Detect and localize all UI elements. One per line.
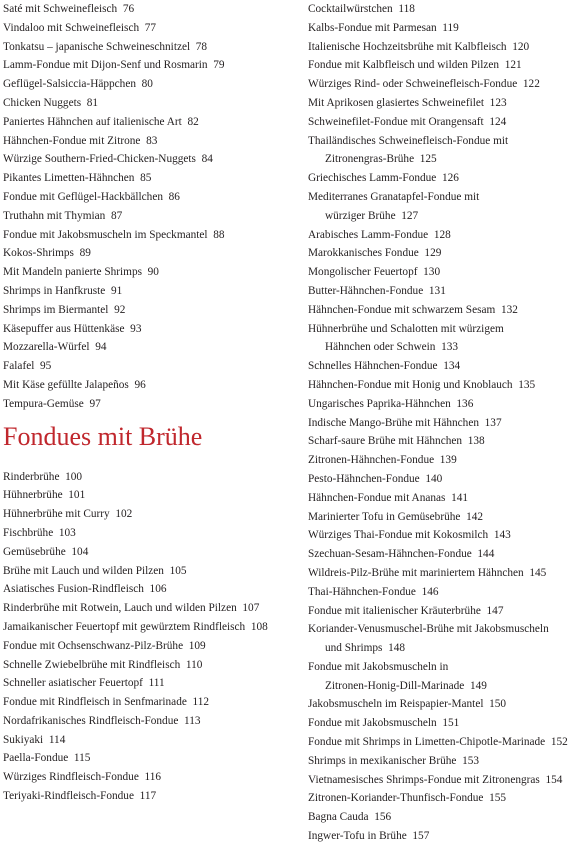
- toc-entry: [308, 357, 566, 376]
- toc-entry-page: 125: [419, 153, 437, 166]
- toc-entry: [308, 545, 566, 564]
- toc-entry-page: 82: [187, 115, 199, 128]
- toc-entry: [3, 580, 303, 599]
- toc-entry: [3, 656, 303, 675]
- toc-entry: [308, 19, 566, 38]
- toc-entry-page: 117: [139, 790, 157, 803]
- toc-entry: [3, 75, 303, 94]
- toc-entry-title: Hühnerbrühe mit Curry: [3, 508, 110, 521]
- toc-entry-page: 131: [428, 284, 446, 297]
- toc-entry-page: 153: [462, 754, 480, 767]
- toc-entry-page: 109: [188, 639, 206, 652]
- toc-entry-page: 150: [489, 698, 507, 711]
- toc-entry: [3, 38, 303, 57]
- toc-entry-title: Chicken Nuggets: [3, 96, 82, 109]
- toc-entry-title: Indische Mango-Brühe mit Hähnchen: [308, 416, 479, 429]
- toc-entry-page: 88: [213, 228, 225, 241]
- toc-entry-title: Geflügel-Salsiccia-Häppchen: [3, 78, 136, 91]
- toc-entry-title: Hühnerbrühe: [3, 489, 63, 502]
- toc-entry-page: 93: [130, 322, 142, 335]
- toc-entry-title: Lamm-Fondue mit Dijon-Senf und Rosmarin: [3, 59, 208, 72]
- toc-entry-page: 132: [500, 303, 518, 316]
- toc-list-left-top: [3, 0, 303, 414]
- toc-entry-title: Tonkatsu – japanische Schweineschnitzel: [3, 40, 191, 53]
- toc-entry: [308, 677, 566, 696]
- toc-entry: [308, 169, 566, 188]
- toc-entry-page: 108: [250, 620, 268, 633]
- toc-entry-title: Hähnchen-Fondue mit Ananas: [308, 491, 446, 504]
- toc-entry: [3, 468, 303, 487]
- toc-entry-title: Brühe mit Lauch und wilden Pilzen: [3, 564, 164, 577]
- toc-entry-page: 112: [192, 696, 210, 709]
- toc-entry: [3, 749, 303, 768]
- toc-entry-page: 130: [423, 266, 441, 279]
- toc-entry-title: Thai-Hähnchen-Fondue: [308, 585, 416, 598]
- toc-entry: [3, 562, 303, 581]
- toc-entry-page: 143: [493, 529, 511, 542]
- toc-entry: [3, 357, 303, 376]
- toc-entry-title: Mediterranes Granatapfel-Fondue mit: [308, 190, 480, 203]
- toc-entry: [308, 395, 566, 414]
- toc-entry-page: 85: [140, 172, 152, 185]
- toc-entry-page: 106: [149, 583, 167, 596]
- toc-entry: [308, 132, 566, 151]
- toc-entry-page: 129: [424, 247, 442, 260]
- toc-entry-title: Fischbrühe: [3, 526, 54, 539]
- toc-entry-page: 141: [451, 491, 469, 504]
- toc-entry: [308, 752, 566, 771]
- toc-entry-page: 144: [477, 548, 495, 561]
- toc-entry-title: Fondue mit Rindfleisch in Senfmarinade: [3, 696, 187, 709]
- toc-entry-title: Würziges Rind- oder Schweinefleisch-Fondue: [308, 78, 518, 91]
- toc-entry-page: 92: [114, 303, 126, 316]
- toc-entry: [3, 226, 303, 245]
- toc-entry-page: 137: [484, 416, 502, 429]
- toc-entry-page: 119: [442, 21, 459, 34]
- toc-entry: [3, 768, 303, 787]
- toc-entry: [308, 526, 566, 545]
- toc-entry-title: Schnelle Zwiebelbrühe mit Rindfleisch: [3, 658, 181, 671]
- toc-entry: [308, 789, 566, 808]
- toc-entry-page: 133: [441, 341, 459, 354]
- toc-entry: [308, 376, 566, 395]
- toc-entry: [308, 188, 566, 207]
- toc-entry-title: würziger Brühe: [325, 209, 396, 222]
- toc-entry-title: Pikantes Limetten-Hähnchen: [3, 172, 135, 185]
- toc-entry-page: 96: [134, 378, 146, 391]
- toc-entry-page: 101: [68, 489, 86, 502]
- toc-entry-title: Marinierter Tofu in Gemüsebrühe: [308, 510, 461, 523]
- toc-entry: [308, 733, 566, 752]
- toc-entry: [308, 282, 566, 301]
- toc-entry-page: 116: [144, 771, 162, 784]
- toc-entry-title: Vietnamesisches Shrimps-Fondue mit Zitronengras: [308, 773, 540, 786]
- toc-entry-page: 134: [443, 360, 461, 373]
- toc-entry-title: Hühnerbrühe und Schalotten mit würzigem: [308, 322, 504, 335]
- toc-entry-page: 145: [529, 566, 547, 579]
- toc-entry-page: 80: [141, 78, 153, 91]
- toc-entry-title: Wildreis-Pilz-Brühe mit mariniertem Hähnchen: [308, 566, 524, 579]
- toc-entry-page: 76: [122, 3, 135, 15]
- toc-entry-page: 154: [545, 773, 563, 786]
- toc-entry: [3, 637, 303, 656]
- toc-entry-title: Shrimps im Biermantel: [3, 303, 109, 316]
- toc-entry-page: 126: [441, 172, 459, 185]
- toc-entry: [3, 787, 303, 806]
- toc-entry: [3, 94, 303, 113]
- toc-entry-title: Asiatisches Fusion-Rindfleisch: [3, 583, 144, 596]
- toc-entry-page: 156: [374, 811, 392, 824]
- toc-entry-title: Fondue mit Jakobsmuscheln im Speckmantel: [3, 228, 208, 241]
- toc-entry: [3, 244, 303, 263]
- toc-entry-page: 152: [550, 736, 568, 749]
- toc-entry: [3, 618, 303, 637]
- toc-entry-title: Ingwer-Tofu in Brühe: [308, 830, 407, 843]
- toc-entry-page: 115: [73, 752, 91, 765]
- toc-entry-title: Käsepuffer aus Hüttenkäse: [3, 322, 125, 335]
- toc-entry-page: 151: [442, 717, 460, 730]
- toc-entry: [308, 620, 566, 639]
- toc-entry-title: Rinderbrühe mit Rotwein, Lauch und wilden Pilzen: [3, 602, 237, 615]
- toc-entry: [308, 451, 566, 470]
- toc-entry: [308, 602, 566, 621]
- toc-entry-title: Paniertes Hähnchen auf italienische Art: [3, 115, 182, 128]
- toc-entry-title: Mit Aprikosen glasiertes Schweinefilet: [308, 96, 485, 109]
- toc-entry-title: Mit Mandeln panierte Shrimps: [3, 266, 142, 279]
- toc-entry-title: Jakobsmuscheln im Reispapier-Mantel: [308, 698, 484, 711]
- toc-entry: [3, 207, 303, 226]
- toc-entry-page: 123: [489, 96, 507, 109]
- toc-entry-page: 128: [433, 228, 451, 241]
- toc-entry-title: Fondue mit Jakobsmuscheln in: [308, 660, 449, 673]
- toc-entry-title: Fondue mit Kalbfleisch und wilden Pilzen: [308, 59, 500, 72]
- toc-entry: [308, 244, 566, 263]
- section-heading: Fondues mit Brühe: [3, 421, 203, 451]
- toc-entry-page: 138: [467, 435, 485, 448]
- toc-entry-title: Mongolischer Feuertopf: [308, 266, 418, 279]
- toc-entry-page: 122: [522, 78, 540, 91]
- toc-entry-page: 77: [144, 21, 157, 34]
- toc-entry: [308, 263, 566, 282]
- toc-entry-page: 89: [79, 247, 91, 260]
- toc-entry-page: 120: [512, 40, 530, 53]
- toc-entry: [308, 113, 566, 132]
- toc-entry: [308, 808, 566, 827]
- toc-entry-title: Zitronen-Koriander-Thunfisch-Fondue: [308, 792, 484, 805]
- toc-entry-page: 157: [412, 830, 430, 843]
- toc-entry-title: Würziges Rindfleisch-Fondue: [3, 771, 139, 784]
- toc-entry-page: 136: [456, 397, 474, 410]
- toc-entry-page: 113: [184, 714, 201, 727]
- toc-entry-title: Jamaikanischer Feuertopf mit gewürztem Rindfleisch: [3, 620, 246, 633]
- toc-entry-title: Bagna Cauda: [308, 811, 369, 824]
- toc-entry-page: 110: [185, 658, 203, 671]
- toc-entry: [3, 150, 303, 169]
- toc-entry-title: Thailändisches Schweinefleisch-Fondue mit: [308, 134, 509, 147]
- left-column: [3, 0, 303, 806]
- toc-entry-title: Hähnchen-Fondue mit schwarzem Sesam: [308, 303, 496, 316]
- toc-entry: [308, 714, 566, 733]
- toc-entry: [3, 395, 303, 414]
- toc-entry: [3, 599, 303, 618]
- toc-entry: [3, 56, 303, 75]
- toc-entry: [3, 301, 303, 320]
- toc-entry-page: 155: [489, 792, 507, 805]
- toc-entry-page: 104: [71, 545, 89, 558]
- toc-entry-title: Mit Käse gefüllte Jalapeños: [3, 378, 129, 391]
- toc-entry: [308, 827, 566, 846]
- toc-entry: [3, 486, 303, 505]
- toc-entry-page: 140: [425, 472, 443, 485]
- toc-entry-title: Tempura-Gemüse: [3, 397, 84, 410]
- toc-entry-title: Zitronen-Hähnchen-Fondue: [308, 454, 435, 467]
- toc-entry-title: Hähnchen-Fondue mit Zitrone: [3, 134, 141, 147]
- toc-entry-page: 139: [439, 454, 457, 467]
- toc-entry: [3, 169, 303, 188]
- toc-entry-page: 142: [466, 510, 484, 523]
- toc-entry-title: Würzige Southern-Fried-Chicken-Nuggets: [3, 153, 196, 166]
- toc-entry-page: 84: [201, 153, 213, 166]
- toc-entry-title: Hähnchen-Fondue mit Honig und Knoblauch: [308, 378, 513, 391]
- toc-entry-page: 87: [110, 209, 123, 222]
- toc-entry-title: Schneller asiatischer Feuertopf: [3, 677, 143, 690]
- toc-entry: [308, 150, 566, 169]
- toc-entry-page: 102: [115, 508, 133, 521]
- toc-entry-title: Italienische Hochzeitsbrühe mit Kalbfleisch: [308, 40, 507, 53]
- toc-entry-page: 86: [168, 190, 180, 203]
- toc-entry-title: Szechuan-Sesam-Hähnchen-Fondue: [308, 548, 472, 561]
- toc-entry: [3, 505, 303, 524]
- toc-entry-page: 95: [40, 360, 52, 373]
- toc-entry-title: Pesto-Hähnchen-Fondue: [308, 472, 420, 485]
- toc-entry-page: 111: [148, 677, 165, 690]
- toc-entry-title: Würziges Thai-Fondue mit Kokosmilch: [308, 529, 489, 542]
- toc-entry-title: Truthahn mit Thymian: [3, 209, 106, 222]
- toc-entry: [308, 56, 566, 75]
- toc-entry-title: Schnelles Hähnchen-Fondue: [308, 360, 438, 373]
- toc-entry-title: Sukiyaki: [3, 733, 44, 746]
- toc-entry: [3, 543, 303, 562]
- toc-entry: [3, 731, 303, 750]
- toc-entry: [308, 658, 566, 677]
- toc-entry-title: Shrimps in mexikanischer Brühe: [308, 754, 457, 767]
- toc-entry-title: Kalbs-Fondue mit Parmesan: [308, 21, 437, 34]
- toc-entry: [308, 432, 566, 451]
- toc-entry: [3, 132, 303, 151]
- toc-entry-page: 118: [398, 3, 415, 15]
- toc-entry-title: Ungarisches Paprika-Hähnchen: [308, 397, 451, 410]
- toc-entry-page: 124: [489, 115, 507, 128]
- toc-entry-title: Rinderbrühe: [3, 470, 60, 483]
- toc-entry-title: Hähnchen oder Schwein: [325, 341, 436, 354]
- toc-entry-page: 148: [388, 642, 406, 655]
- toc-entry-title: Zitronengras-Brühe: [325, 153, 415, 166]
- toc-entry: [308, 695, 566, 714]
- toc-entry-title: Saté mit Schweinefleisch: [3, 3, 118, 15]
- toc-entry-title: Arabisches Lamm-Fondue: [308, 228, 429, 241]
- toc-entry: [3, 320, 303, 339]
- toc-entry-title: Butter-Hähnchen-Fondue: [308, 284, 424, 297]
- toc-entry-page: 81: [86, 96, 99, 109]
- toc-entry-title: Fondue mit Geflügel-Hackbällchen: [3, 190, 163, 203]
- toc-entry: [308, 320, 566, 339]
- toc-entry: [308, 583, 566, 602]
- toc-entry: [308, 301, 566, 320]
- toc-entry: [3, 524, 303, 543]
- toc-entry: [3, 338, 303, 357]
- toc-entry: [3, 0, 303, 19]
- toc-entry-page: 149: [469, 679, 487, 692]
- toc-entry-title: Cocktailwürstchen: [308, 3, 393, 15]
- toc-entry: [308, 489, 566, 508]
- toc-entry-page: 94: [95, 341, 107, 354]
- toc-list-left-bottom: [3, 468, 303, 806]
- toc-entry-title: Shrimps in Hanfkruste: [3, 284, 106, 297]
- toc-entry-title: Vindaloo mit Schweinefleisch: [3, 21, 140, 34]
- toc-entry-title: Kokos-Shrimps: [3, 247, 74, 260]
- toc-entry-title: Zitronen-Honig-Dill-Marinade: [325, 679, 465, 692]
- toc-entry: [3, 376, 303, 395]
- toc-entry-page: 135: [518, 378, 536, 391]
- toc-entry-page: 78: [195, 40, 208, 53]
- toc-entry-page: 91: [110, 284, 123, 297]
- toc-entry-title: Teriyaki-Rindfleisch-Fondue: [3, 790, 134, 803]
- toc-entry: [3, 113, 303, 132]
- right-column: [308, 0, 566, 846]
- toc-entry-title: Mozzarella-Würfel: [3, 341, 90, 354]
- toc-list-right: [308, 0, 566, 846]
- toc-entry-page: 79: [213, 59, 225, 72]
- toc-entry-page: 127: [401, 209, 419, 222]
- toc-entry: [308, 414, 566, 433]
- toc-entry-page: 83: [146, 134, 158, 147]
- toc-entry-page: 97: [89, 397, 101, 410]
- toc-entry-page: 121: [504, 59, 522, 72]
- toc-entry: [3, 282, 303, 301]
- toc-entry: [308, 94, 566, 113]
- toc-entry-page: 146: [421, 585, 439, 598]
- toc-entry-title: Scharf-saure Brühe mit Hähnchen: [308, 435, 463, 448]
- toc-entry: [3, 263, 303, 282]
- toc-entry-page: 107: [242, 602, 260, 615]
- toc-entry-title: Paella-Fondue: [3, 752, 69, 765]
- toc-entry: [308, 75, 566, 94]
- toc-entry: [3, 19, 303, 38]
- toc-entry: [3, 188, 303, 207]
- toc-entry-title: Fondue mit Ochsenschwanz-Pilz-Brühe: [3, 639, 184, 652]
- toc-entry-title: Fondue mit italienischer Kräuterbrühe: [308, 604, 481, 617]
- toc-entry-page: 147: [486, 604, 504, 617]
- toc-entry-title: und Shrimps: [325, 642, 383, 655]
- toc-entry: [308, 0, 566, 19]
- toc-entry-title: Gemüsebrühe: [3, 545, 66, 558]
- toc-entry-page: 103: [58, 526, 76, 539]
- toc-entry: [308, 38, 566, 57]
- toc-entry: [3, 674, 303, 693]
- toc-entry: [308, 639, 566, 658]
- toc-entry-title: Fondue mit Shrimps in Limetten-Chipotle-Marinade: [308, 736, 546, 749]
- toc-entry: [3, 712, 303, 731]
- toc-entry-page: 90: [147, 266, 159, 279]
- toc-entry-page: 105: [169, 564, 187, 577]
- toc-entry: [308, 207, 566, 226]
- toc-entry-title: Schweinefilet-Fondue mit Orangensaft: [308, 115, 484, 128]
- toc-entry: [3, 693, 303, 712]
- toc-entry: [308, 226, 566, 245]
- toc-entry-title: Fondue mit Jakobsmuscheln: [308, 717, 437, 730]
- toc-entry-title: Nordafrikanisches Rindfleisch-Fondue: [3, 714, 179, 727]
- toc-entry-title: Falafel: [3, 360, 35, 373]
- toc-entry-page: 114: [48, 733, 66, 746]
- toc-entry-title: Griechisches Lamm-Fondue: [308, 172, 437, 185]
- toc-entry: [308, 470, 566, 489]
- toc-entry: [308, 771, 566, 790]
- toc-entry: [308, 508, 566, 527]
- toc-entry: [308, 564, 566, 583]
- toc-entry-title: Marokkanisches Fondue: [308, 247, 419, 260]
- toc-entry-title: Koriander-Venusmuschel-Brühe mit Jakobsmuscheln: [308, 623, 549, 636]
- toc-entry-page: 100: [65, 470, 83, 483]
- toc-entry: [308, 338, 566, 357]
